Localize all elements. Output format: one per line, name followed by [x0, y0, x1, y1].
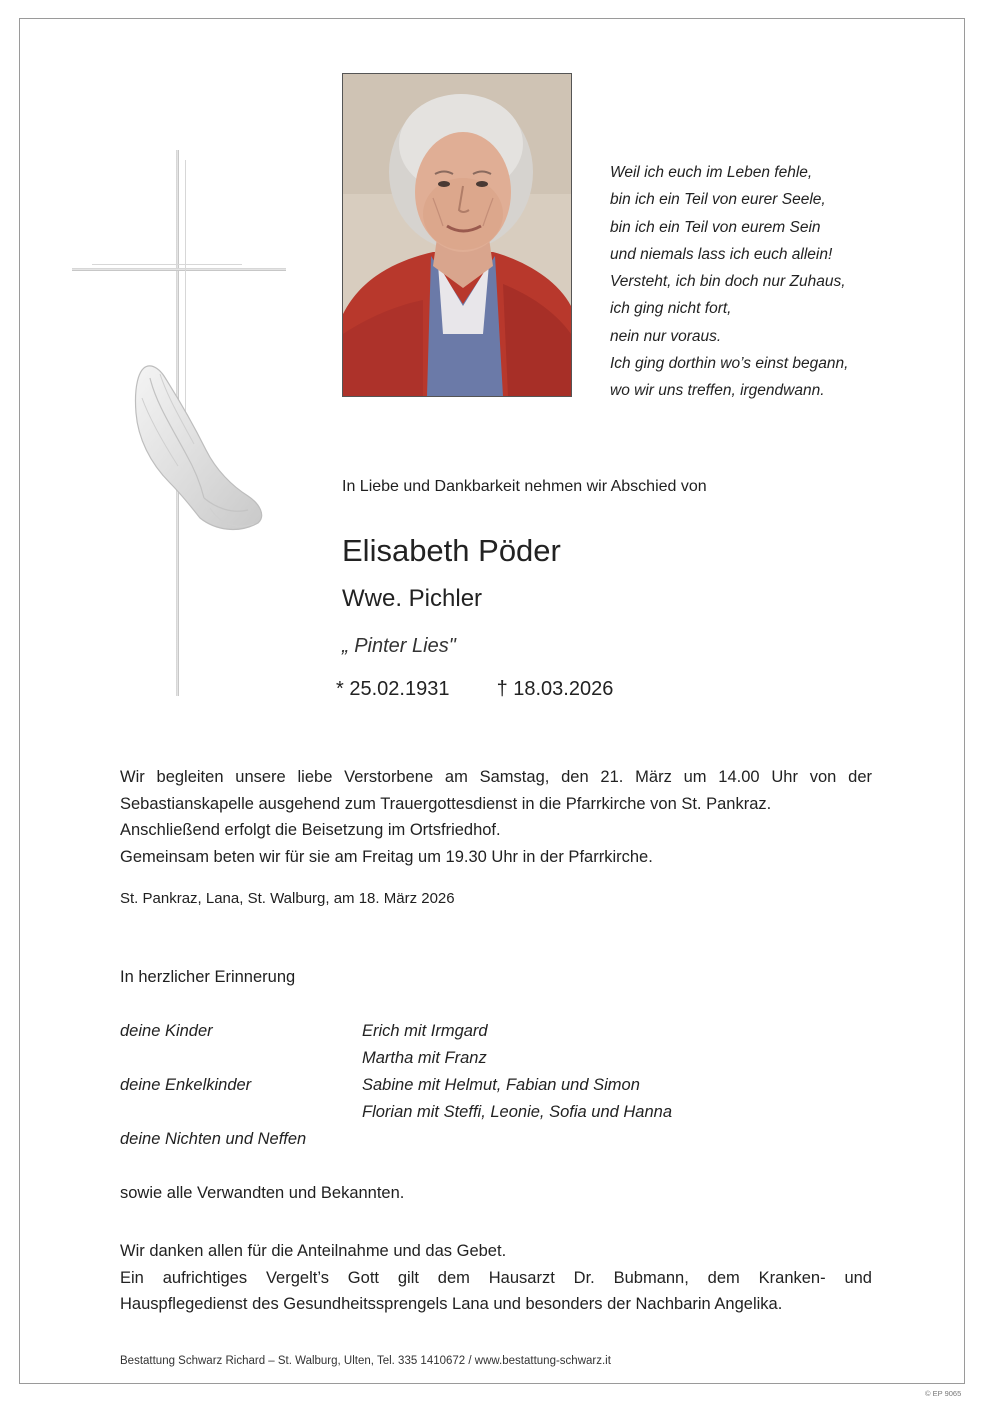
thanks-line: Wir danken allen für die Anteilnahme und das Gebet. [120, 1242, 507, 1260]
announcement-line: Anschließend erfolgt die Beisetzung im Ortsfriedhof. [120, 821, 501, 839]
family-relation: deine Enkelkinder [120, 1076, 252, 1094]
funeral-announcement [120, 764, 872, 870]
nickname: „ Pinter Lies" [342, 635, 456, 657]
poem-line: nein nur voraus. [610, 327, 722, 345]
family-names: Florian mit Steffi, Leonie, Sofia und Hanna [362, 1103, 673, 1121]
thanks-line: Hauspflegedienst des Gesundheitssprengels Lana und besonders der Nachbarin Angelika. [120, 1295, 783, 1313]
birth-date: * 25.02.1931 [336, 678, 450, 700]
widow-name: Wwe. Pichler [342, 585, 483, 612]
others-text: sowie alle Verwandten und Bekannten. [120, 1184, 405, 1202]
family-relation: deine Nichten und Neffen [120, 1130, 307, 1148]
announcement-line: Gemeinsam beten wir für sie am Freitag um 19.30 Uhr in der Pfarrkirche. [120, 847, 653, 866]
portrait-photo [342, 73, 572, 397]
memory-heading: In herzlicher Erinnerung [120, 968, 296, 986]
thanks-line: Ein aufrichtiges Vergelt’s Gott gilt dem Hausarzt Dr. Bubmann, dem Kranken- und [120, 1268, 872, 1287]
family-names: Erich mit Irmgard [362, 1022, 488, 1040]
announcement-line: Sebastianskapelle ausgehend zum Trauergottesdienst in die Pfarrkirche von St. Pankraz. [120, 794, 772, 813]
poem-line: und niemals lass ich euch allein! [610, 245, 833, 263]
life-dates [336, 678, 613, 701]
family-relation: deine Kinder [120, 1022, 213, 1040]
announcement-line: Wir begleiten unsere liebe Verstorbene am Samstag, den 21. März um 14.00 Uhr von der [120, 768, 872, 786]
deceased-name: Elisabeth Pöder [342, 533, 561, 568]
praying-hands-icon [120, 358, 270, 538]
family-names: Sabine mit Helmut, Fabian und Simon [362, 1076, 640, 1094]
thanks-text [120, 1238, 872, 1318]
intro-text: In Liebe und Dankbarkeit nehmen wir Abschied von [342, 478, 707, 495]
poem-line: Versteht, ich bin doch nur Zuhaus, [610, 273, 846, 291]
print-code: © EP 9065 [925, 1389, 962, 1398]
poem-line: Weil ich euch im Leben fehle, [610, 164, 813, 181]
death-date: † 18.03.2026 [496, 678, 614, 700]
undertaker-footer: Bestattung Schwarz Richard – St. Walburg, Ulten, Tel. 335 1410672 / www.bestattung-schwarz.it [120, 1355, 611, 1367]
poem-line: ich ging nicht fort, [610, 300, 732, 318]
family-names: Martha mit Franz [362, 1049, 487, 1067]
poem [610, 159, 910, 405]
poem-line: bin ich ein Teil von eurer Seele, [610, 191, 826, 209]
poem-line: wo wir uns treffen, irgendwann. [610, 382, 825, 400]
poem-line: bin ich ein Teil von eurem Sein [610, 218, 821, 236]
place-date: St. Pankraz, Lana, St. Walburg, am 18. März 2026 [120, 890, 455, 907]
poem-line: Ich ging dorthin wo’s einst begann, [610, 355, 849, 373]
